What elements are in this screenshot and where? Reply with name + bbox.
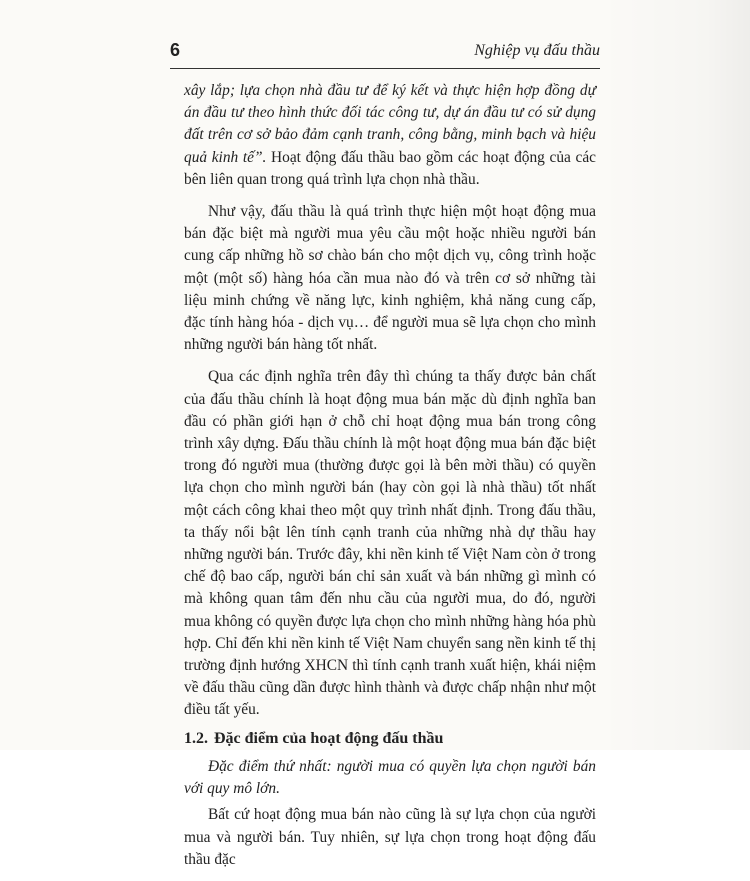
page-header [170, 40, 600, 68]
header-rule [170, 68, 600, 69]
section-title: Đặc điểm của hoạt động đấu thầu [214, 729, 444, 747]
section-heading [184, 728, 596, 750]
page-number: 6 [170, 40, 181, 60]
paragraph-4: Đặc điểm thứ nhất: người mua có quyền lựa chọn người bán với quy mô lớn. [184, 757, 596, 798]
paragraph-1-continuation: Hoạt động đấu thầu bao gồm các hoạt động của các bên liên quan trong quá trình lựa chọn nhà thầu. [184, 148, 596, 188]
quoted-definition: xây lắp; lựa chọn nhà đầu tư để ký kết và thực hiện hợp đồng dự án đầu tư theo hình thức đối tác công tư, dự án đầu tư có sử dụng đất trên cơ sở bảo đảm cạnh tranh, công bằng, minh bạch và hiệu quả kinh tế”. [184, 82, 596, 166]
paragraph-5: Bất cứ hoạt động mua bán nào cũng là sự lựa chọn của người mua và người bán. Tuy nhiên, sự lựa chọn trong hoạt động đấu thầu đặc [184, 806, 596, 868]
paragraph-2: Như vậy, đấu thầu là quá trình thực hiện một hoạt động mua bán đặc biệt mà người mua yêu cầu một hoặc nhiều người bán cung cấp những hồ sơ chào bán cho một dịch vụ, công trình hoặc một (một số) hàng hóa cần mua nào đó và trên cơ sở những tài liệu minh chứng về năng lực, kinh nghiệm, khả năng cung cấp, đặc tính hàng hóa - dịch vụ… để người mua sẽ lựa chọn cho mình những người bán hàng tốt nhất. [184, 203, 596, 354]
section-number: 1.2. [184, 729, 208, 747]
paragraph-1 [184, 80, 596, 191]
page-shadow [600, 0, 750, 750]
page-body [184, 80, 596, 881]
running-title: Nghiệp vụ đấu thầu [474, 42, 600, 59]
paragraph-3: Qua các định nghĩa trên đây thì chúng ta thấy được bản chất của đấu thầu chính là hoạt động mua bán mặc dù định nghĩa ban đầu có phần giới hạn ở chỗ chỉ hoạt động mua bán trong công trình xây dựng. Đấu thầu chính là một hoạt động mua bán đặc biệt trong đó người mua (thường được gọi là bên mời thầu) có quyền lựa chọn cho mình người bán (hay còn gọi là nhà thầu) tốt nhất một cách công khai theo một quy trình nhất định. Trong đấu thầu, ta thấy nổi bật lên tính cạnh tranh của những nhà dự thầu hay những người bán. Trước đây, khi nền kinh tế Việt Nam còn ở trong chế độ bao cấp, người bán chỉ sản xuất và bán những gì mình có mà không quan tâm đến nhu cầu của người mua, do đó, người mua không có quyền được lựa chọn cho mình những hàng hóa phù hợp. Chỉ đến khi nền kinh tế Việt Nam chuyển sang nền kinh tế thị trường định hướng XHCN thì tính cạnh tranh xuất hiện, khái niệm về đấu thầu cũng dần được hình thành và được chấp nhận như một điều tất yếu. [184, 368, 596, 719]
